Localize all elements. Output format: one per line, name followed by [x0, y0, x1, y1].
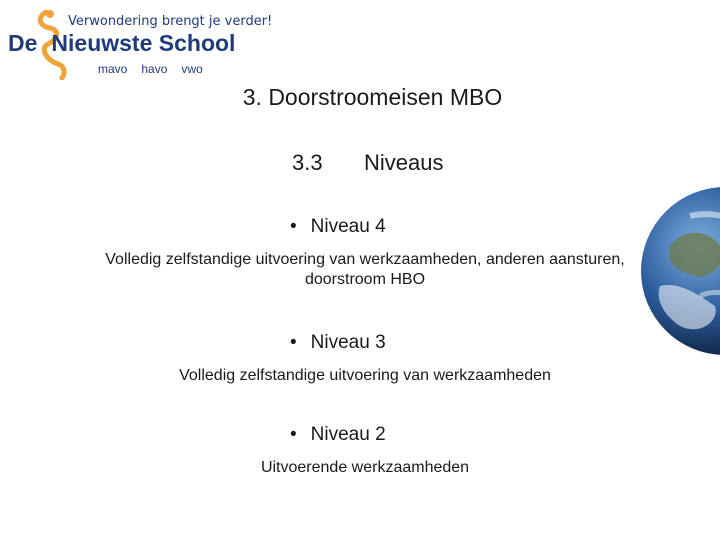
bullet-icon: • — [290, 332, 297, 353]
niveau-4-description: Volledig zelfstandige uitvoering van werkzaamheden, anderen aansturen, doorstroom HBO — [105, 251, 625, 288]
logo-level-vwo: vwo — [181, 62, 203, 76]
bullet-niveau-3 — [290, 332, 386, 354]
logo-levels — [98, 62, 217, 76]
slide-title: 3. Doorstroomeisen MBO — [242, 84, 503, 110]
logo-tagline: Verwondering brengt je verder! — [68, 14, 273, 29]
logo-level-mavo: mavo — [98, 62, 128, 76]
school-logo — [6, 8, 273, 80]
bullet-label: Niveau 3 — [310, 332, 386, 353]
section-number: 3.3 — [292, 150, 323, 175]
section-title: Niveaus — [364, 150, 444, 175]
section-heading — [292, 150, 443, 176]
bullet-label: Niveau 4 — [310, 216, 386, 237]
bullet-icon: • — [290, 424, 297, 445]
logo-brand-de: De — [8, 30, 38, 56]
bullet-icon: • — [290, 216, 297, 237]
logo-level-havo: havo — [141, 62, 168, 76]
niveau-3-description: Volledig zelfstandige uitvoering van werkzaamheden — [179, 367, 551, 384]
bullet-label: Niveau 2 — [310, 424, 386, 445]
logo-brand — [8, 30, 235, 57]
niveau-2-description: Uitvoerende werkzaamheden — [260, 459, 470, 476]
earth-globe-icon — [640, 186, 720, 356]
bullet-niveau-4 — [290, 216, 386, 238]
logo-brand-name: Nieuwste School — [51, 30, 236, 56]
bullet-niveau-2 — [290, 424, 386, 446]
